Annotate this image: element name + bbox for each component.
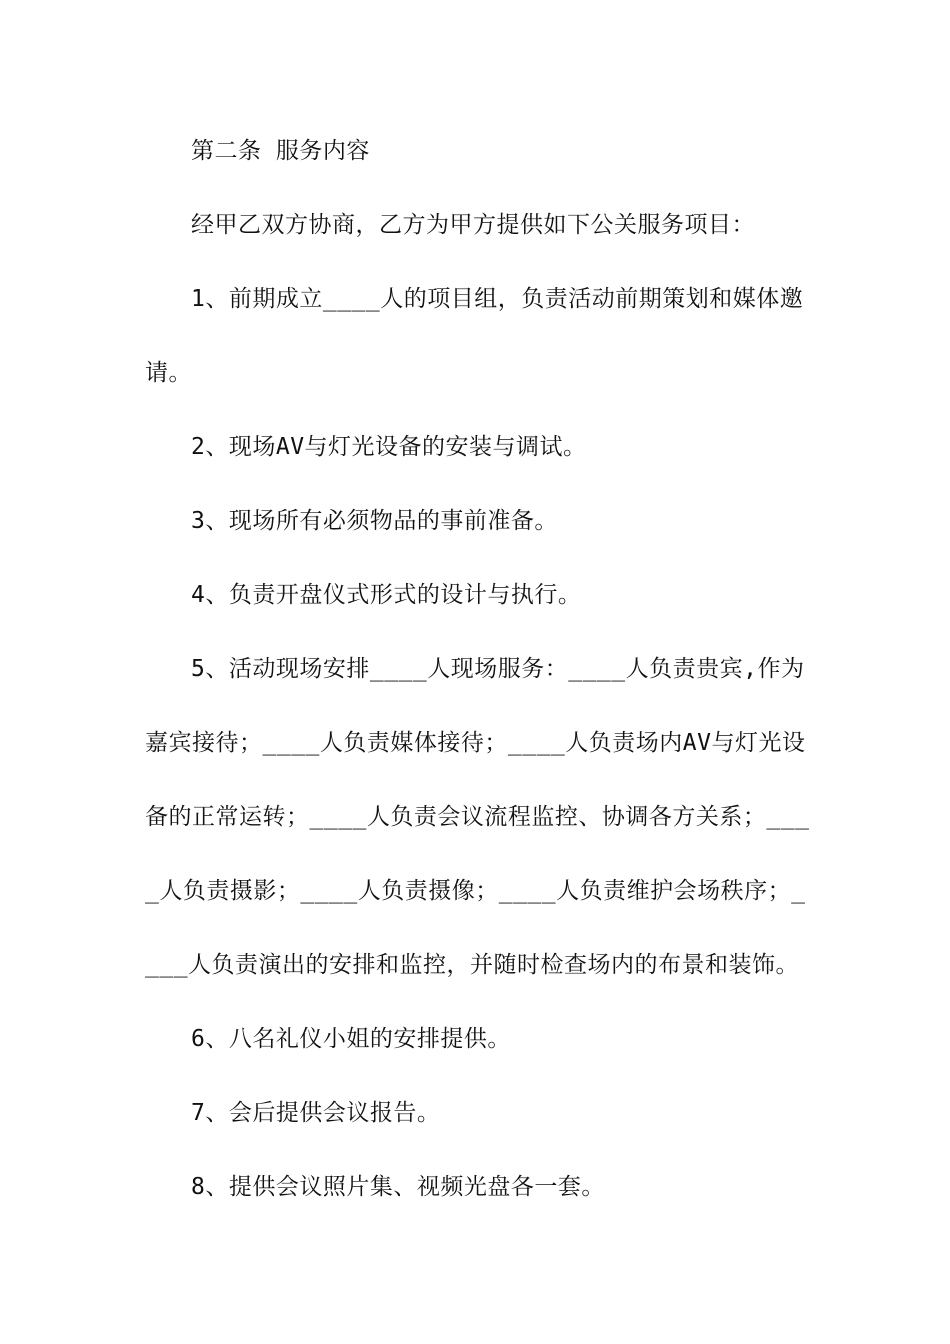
paragraph-item-8: 8、提供会议照片集、视频光盘各一套。: [191, 1174, 605, 1200]
paragraph-item-7: 7、会后提供会议报告。: [191, 1100, 441, 1126]
paragraph-item-5: 5、活动现场安排____人现场服务：____人负责贵宾,作为嘉宾接待；____人负责媒体接待；____人负责场内AV与灯光设备的正常运转；____人负责会议流程监控、协调各方关系；____人负责摄影；____人负责摄像；____人负责维护会场秩序；____人负责演出的安排和监控，并随时检查场内的布景和装饰。: [145, 656, 810, 978]
paragraph-item-2: 2、现场AV与灯光设备的安装与调试。: [191, 434, 587, 460]
paragraph-item-4: 4、负责开盘仪式形式的设计与执行。: [191, 582, 582, 608]
document-body: [145, 114, 810, 1224]
paragraph-item-3: 3、现场所有必须物品的事前准备。: [191, 508, 558, 534]
paragraph-item-1: 1、前期成立____人的项目组，负责活动前期策划和媒体邀请。: [145, 286, 804, 386]
paragraph-item-6: 6、八名礼仪小姐的安排提供。: [191, 1026, 511, 1052]
paragraph-intro: 经甲乙双方协商，乙方为甲方提供如下公关服务项目：: [191, 212, 755, 238]
section-title: 第二条 服务内容: [191, 138, 370, 164]
